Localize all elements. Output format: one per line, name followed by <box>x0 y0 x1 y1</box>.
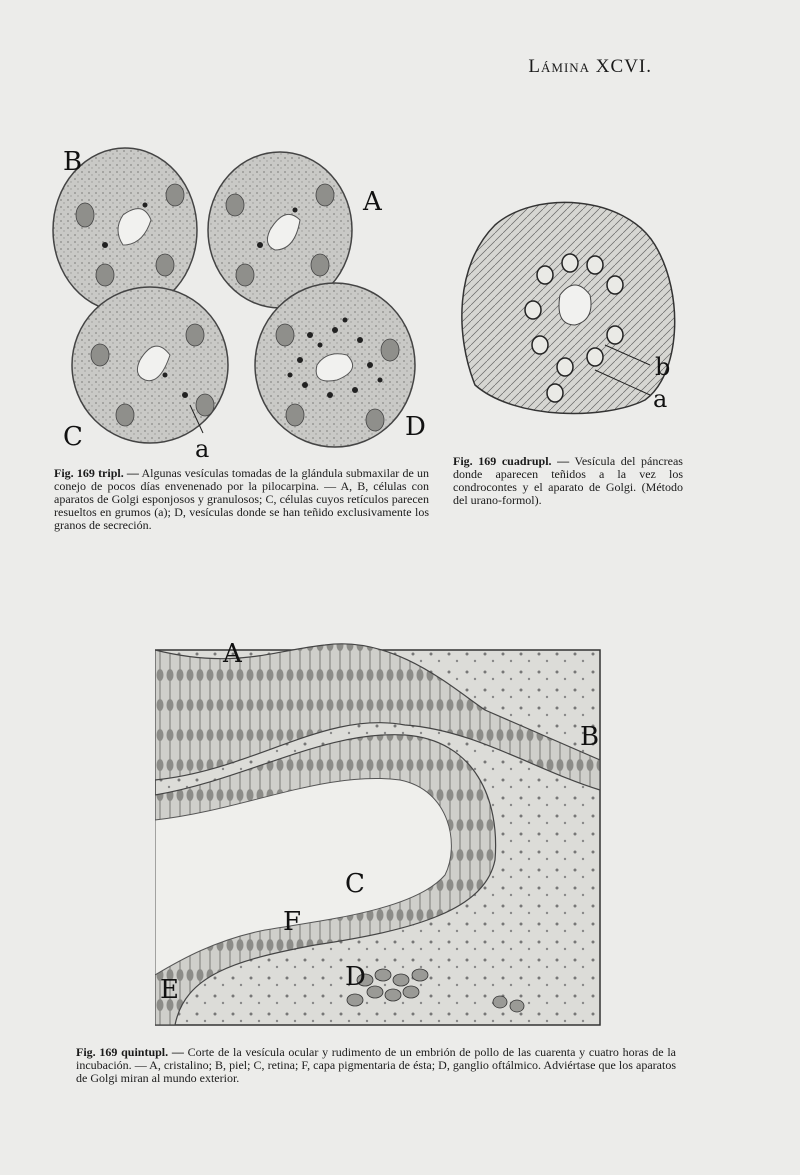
label-b: B <box>63 147 83 177</box>
label-c: C <box>63 422 83 452</box>
caption-169-cuadrupl <box>453 455 683 507</box>
caption-169-quintupl-title: Fig. 169 quintupl. — <box>76 1045 184 1059</box>
caption-169-tripl-text: Algunas vesículas tomadas de la glándula submaxilar de un conejo de pocos días envenenado por la pilocarpina. — A, B, células con aparatos de Golgi esponjosos y granulosos; C, células cuyos retículos parecen resueltos en grumos (a); D, vesículas donde se han teñido exclusivamente los granos de secreción. <box>54 466 430 532</box>
figure-169-cuadrupl <box>455 185 685 420</box>
label-small-a: a <box>195 435 210 463</box>
figure-169-quintupl <box>155 630 605 1030</box>
caption-169-quintupl-text: Corte de la vesícula ocular y rudimento de un embrión de pollo de las cuarenta y cuatro horas de la incubación. — A, cristalino; B, piel; C, retina; F, capa pigmentaria de ésta; D, ganglio oftálmico. Adviértase que los aparatos de Golgi miran al mundo exterior. <box>76 1045 676 1085</box>
figure-169-tripl <box>45 135 445 465</box>
label-e: E <box>160 975 179 1005</box>
caption-169-cuadrupl-text: Vesícula del páncreas donde aparecen teñidos a la vez los condrocontes y el aparato de Golgi. (Método del urano-formol). <box>453 454 683 507</box>
label-c: C <box>345 869 365 899</box>
label-a: A <box>223 639 242 669</box>
caption-169-tripl <box>54 467 429 532</box>
label-a: a <box>653 385 668 413</box>
label-b: b <box>655 353 671 381</box>
label-d: D <box>405 412 426 442</box>
label-d: D <box>345 962 366 992</box>
caption-169-cuadrupl-title: Fig. 169 cuadrupl. — <box>453 454 570 468</box>
label-b: B <box>580 722 600 752</box>
caption-169-tripl-title: Fig. 169 tripl. — <box>54 466 139 480</box>
plate-title: Lámina XCVI. <box>528 56 652 77</box>
figure-169-tripl-drawing <box>45 135 445 465</box>
figure-169-quintupl-drawing <box>155 630 605 1030</box>
label-a: A <box>363 187 382 217</box>
label-f: F <box>283 907 302 937</box>
figure-169-cuadrupl-drawing <box>455 185 685 420</box>
caption-169-quintupl <box>76 1046 676 1085</box>
